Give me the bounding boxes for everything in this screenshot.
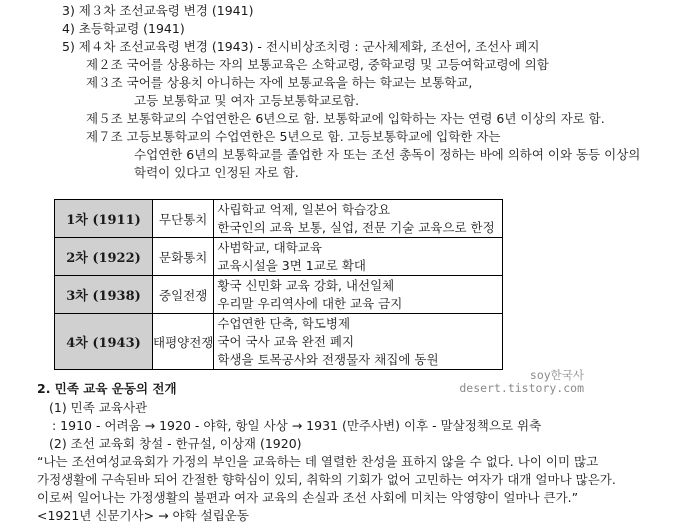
article-7-continued-2: 학력이 있다고 인정된 자로 함. bbox=[134, 165, 299, 180]
description-cell bbox=[214, 276, 503, 314]
section-heading: 2. 민족 교육 운동의 전개 bbox=[37, 381, 177, 396]
article-3-continued: 고등 보통학교 및 여자 고등보통학교로함. bbox=[134, 93, 360, 108]
article-2: 제２조 국어를 상용하는 자의 보통교육은 소학교령, 중학교령 및 고등여학교령에 의함 bbox=[86, 57, 549, 72]
era-cell: 4차 (1943) bbox=[55, 314, 153, 370]
table-row bbox=[55, 314, 503, 370]
subsection-1-text: : 1910 - 어려움 → 1920 - 야학, 항일 사상 → 1931 (만주사변) 이후 - 말살정책으로 위축 bbox=[52, 418, 542, 433]
policy-cell: 태평양전쟁 bbox=[153, 314, 214, 370]
policy-cell: 문화통치 bbox=[153, 238, 214, 276]
description-line: 황국 신민화 교육 강화, 내선일체 bbox=[217, 277, 395, 293]
article-5: 제５조 보통학교의 수업연한은 6년으로 함. 보통학교에 입학하는 자는 연령 6년 이상의 자로 함. bbox=[86, 111, 605, 126]
description-cell bbox=[214, 314, 503, 370]
description-line: 국어 국사 교육 완전 폐지 bbox=[217, 333, 355, 349]
subsection-1-title: (1) 민족 교육사관 bbox=[49, 400, 148, 415]
table-row bbox=[55, 200, 503, 238]
ordinance-table bbox=[54, 199, 503, 370]
table-row bbox=[55, 276, 503, 314]
watermark-line-1: soy한국사 bbox=[529, 368, 584, 382]
list-item-3: 3) 제３차 조선교육령 변경 (1941) bbox=[62, 3, 254, 18]
article-7-continued: 수업연한 6년의 보통학교를 졸업한 자 또는 조선 총독이 정하는 바에 의하여 이와 동등 이상의 bbox=[134, 147, 641, 162]
description-line: 교육시설을 3면 1교로 확대 bbox=[217, 257, 366, 273]
quote-source: <1921년 신문기사> → 야학 설립운동 bbox=[37, 508, 249, 523]
description-line: 사범학교, 대학교육 bbox=[217, 239, 322, 255]
description-line: 우리말 우리역사에 대한 교육 금지 bbox=[217, 295, 403, 311]
description-cell bbox=[214, 200, 503, 238]
subsection-2-title: (2) 조선 교육회 창설 - 한규설, 이상재 (1920) bbox=[49, 436, 302, 451]
quote-line-3: 이로써 일어나는 가정생활의 불편과 여자 교육의 손실과 조선 사회에 미치는 악영향이 얼마나 큰가.” bbox=[37, 490, 579, 505]
quote-line-1: “나는 조선여성교육회가 가정의 부인을 교육하는 데 열렬한 찬성을 표하지 않을 수 없다. 나이 이미 많고 bbox=[37, 454, 599, 469]
description-line: 학생을 토목공사와 전쟁물자 채집에 동원 bbox=[217, 351, 439, 367]
era-cell: 2차 (1922) bbox=[55, 238, 153, 276]
watermark bbox=[459, 369, 584, 395]
description-line: 한국인의 교육 보통, 실업, 전문 기술 교육으로 한정 bbox=[217, 219, 495, 235]
quote-line-2: 가정생활에 구속된바 되어 간절한 향학심이 있되, 취학의 기회가 없어 고민하는 여자가 대개 얼마나 많은가. bbox=[37, 472, 616, 487]
era-cell: 1차 (1911) bbox=[55, 200, 153, 238]
article-3: 제３조 국어를 상용치 아니하는 자에 보통교육을 하는 학교는 보통학교, bbox=[86, 75, 473, 90]
list-item-4: 4) 초등학교령 (1941) bbox=[62, 21, 185, 36]
watermark-line-2: desert.tistory.com bbox=[459, 381, 584, 395]
description-line: 사립학교 억제, 일본어 학습강요 bbox=[217, 201, 391, 217]
article-7: 제７조 고등보통학교의 수업연한은 5년으로 함. 고등보통학교에 입학한 자는 bbox=[86, 129, 501, 144]
table-row bbox=[55, 238, 503, 276]
description-line: 수업연한 단축, 학도병제 bbox=[217, 315, 351, 331]
description-cell bbox=[214, 238, 503, 276]
policy-cell: 무단통치 bbox=[153, 200, 214, 238]
list-item-5: 5) 제４차 조선교육령 변경 (1943) - 전시비상조치령 : 군사체제화, 조선어, 조선사 폐지 bbox=[62, 39, 540, 54]
era-cell: 3차 (1938) bbox=[55, 276, 153, 314]
policy-cell: 중일전쟁 bbox=[153, 276, 214, 314]
